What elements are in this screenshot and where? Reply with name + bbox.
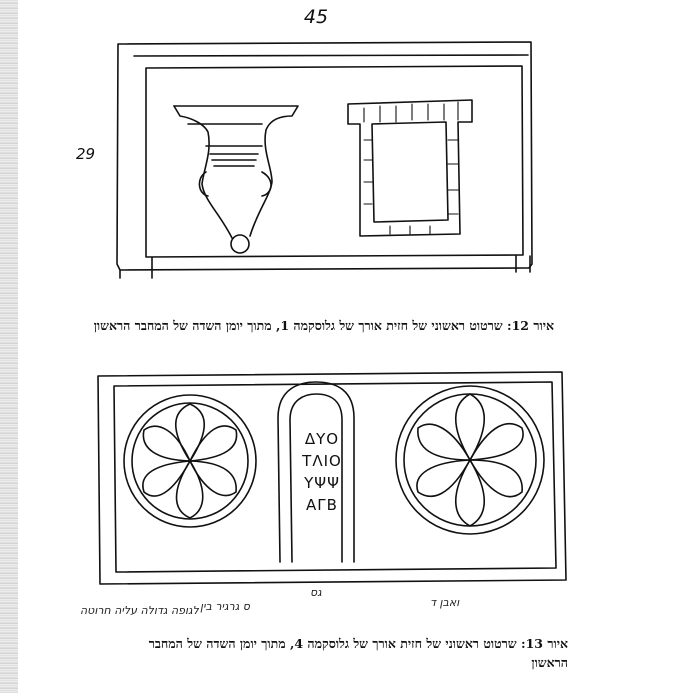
right-rosette [396, 386, 544, 534]
inscription-line: ΥΨΨ [304, 474, 340, 492]
figure-13-caption-continued: הראשון [531, 655, 568, 670]
inscription-line: ΑΓΒ [306, 496, 338, 514]
margin-number: 29 [76, 145, 96, 163]
left-rosette [124, 395, 256, 527]
ossuary-inscription [282, 428, 362, 516]
inscription-line: ΤΛΙΟ [302, 452, 342, 470]
inscription-line: ΔΥΟ [304, 430, 340, 448]
handwritten-note: לגופה גדולה עליה חרוטה [80, 604, 199, 617]
handwritten-note: גס [310, 586, 322, 599]
handwritten-note: ס גרגיר בין [200, 600, 250, 613]
handwritten-note: ואבן ד [430, 596, 460, 609]
figure-13-caption: איור 13: שרטוט ראשוני של חזית אורך של גלוסקמה 4, מתוך יומן השדה של המחבר [148, 636, 568, 651]
page-number: 45 [303, 6, 329, 28]
figure-12-caption: איור 12: שרטוט ראשוני של חזית אורך של גלוסקמה 1, מתוך יומן השדה של המחבר הראשון [93, 318, 554, 333]
